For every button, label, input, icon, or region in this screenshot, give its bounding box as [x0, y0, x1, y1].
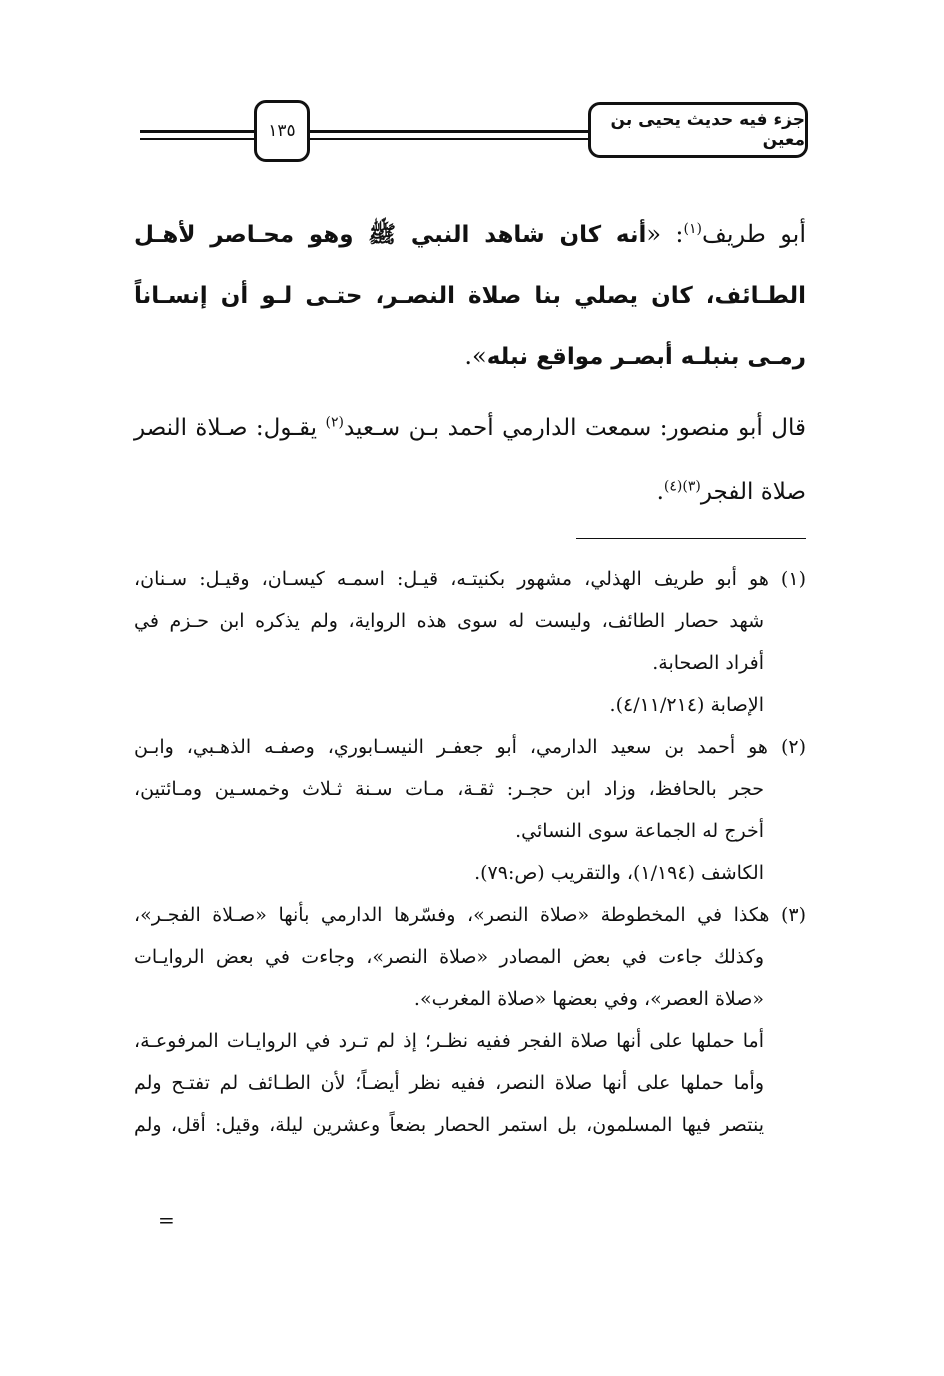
para2-text-c: .	[656, 479, 664, 505]
header-rule-mid-2	[308, 138, 592, 140]
continuation-mark: =	[158, 1208, 175, 1232]
footnote-1-line-2: شهد حصار الطائف، وليست له سوى هذه الرواية، ولم يذكره ابن حـزم في	[134, 610, 764, 632]
footnote-2-line-1: (٢) هو أحمد بن سعيد الدارمي، أبو جعفـر النيسـابوري، وصفـه الذهـبي، وابـن	[134, 736, 806, 758]
footnote-3-line-4: أما حملها على أنها صلاة الفجر ففيه نظـر؛ إذ لم تـرد في الروايـات المرفوعـة،	[134, 1030, 764, 1052]
page-number: ١٣٥	[268, 121, 296, 141]
footnote-3	[134, 894, 806, 1146]
footnote-3-line-5: وأما حملها على أنها صلاة النصر، ففيه نظر أيضـاً؛ لأن الطـائف لم تفتـح ولم	[134, 1072, 764, 1094]
open-quote: «	[646, 220, 662, 248]
main-paragraph-2	[134, 396, 806, 524]
footnote-ref-2: (٢)	[325, 414, 344, 431]
hadith-quote: أنه كان شاهد النبي ﷺ وهو محـاصر لأهـل الطـائف، كان يصلي بنا صلاة النصـر، حتـى لـو أن إنسـاناً رمـى بنبلـه أبصـر مواقع نبله	[134, 222, 806, 370]
footnote-3-line-2: وكذلك جاءت في بعض المصادر «صلاة النصر»، وجاءت في بعض الروايـات	[134, 946, 764, 968]
footnote-1-source: الإصابة (٤/١١/٢١٤).	[609, 694, 764, 716]
close-quote: ».	[464, 342, 487, 370]
footnote-1	[134, 558, 806, 726]
footnote-3-line-6: ينتصر فيها المسلمون، بل استمر الحصار بضعاً وعشرين ليلة، وقيل: أقل، ولم	[134, 1114, 764, 1136]
footnote-1-line-3: أفراد الصحابة.	[652, 652, 764, 674]
narrator-name: أبو طريف	[701, 220, 806, 248]
footnote-separator	[576, 538, 806, 539]
footnote-2	[134, 726, 806, 894]
running-title-box	[588, 102, 808, 158]
para2-text-b: يقـول: صـلاة النصر صلاة الفجر	[134, 415, 806, 505]
running-title: جزء فيه حديث يحيى بن معين	[610, 110, 805, 150]
footnote-3-line-3: «صلاة العصر»، وفي بعضها «صلاة المغرب».	[413, 988, 764, 1010]
main-paragraph-1	[134, 204, 806, 387]
footnotes	[134, 558, 806, 1146]
page-header	[140, 100, 808, 164]
footnote-2-source: الكاشف (١/١٩٤)، والتقريب (ص:٧٩).	[474, 862, 764, 884]
footnote-3-line-1: (٣) هكذا في المخطوطة «صلاة النصر»، وفسّرها الدارمي بأنها «صـلاة الفجـر»،	[134, 904, 806, 926]
footnote-ref-1: (١)	[683, 221, 702, 237]
page-number-box	[254, 100, 310, 162]
header-rule-left-1	[140, 130, 256, 133]
footnote-ref-3-4: (٣)(٤)	[663, 478, 701, 495]
header-rule-left-2	[140, 138, 256, 140]
footnote-1-line-1: (١) هو أبو طريف الهذلي، مشهور بكنيتـه، قيـل: اسمـه كيسـان، وقيـل: سـنان،	[134, 568, 806, 590]
footnote-2-line-2: حجر بالحافظ، وزاد ابن حجـر: ثقـة، مـات سـنة ثـلاث وخمسـين ومـائتين،	[134, 778, 764, 800]
footnote-2-line-3: أخرج له الجماعة سوى النسائي.	[515, 820, 764, 842]
para2-text-a: قال أبو منصور: سمعت الدارمي أحمد بـن سـعيد	[343, 415, 806, 441]
header-rule-mid-1	[308, 130, 592, 133]
colon: :	[661, 220, 684, 248]
